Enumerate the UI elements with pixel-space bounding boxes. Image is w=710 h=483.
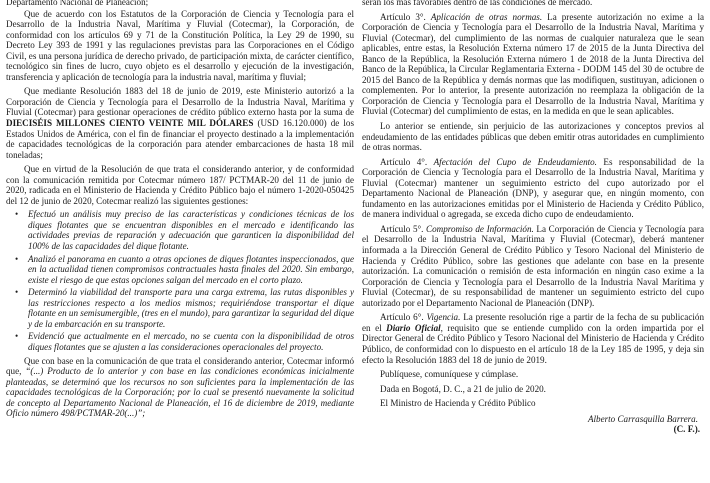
articulo-6-title: Vigencia. [426, 312, 461, 323]
list-item [15, 287, 354, 329]
gestiones-list [6, 209, 354, 352]
list-item [15, 253, 354, 286]
list-item-text: Analizó el panorama en cuanto a otras opciones de diques flotantes inspeccionados, que en la actualidad tienen compromisos contractuales hasta finales del 2020. Sin embargo, existe el riesgo de que estas opciones salgan del mercado en el corto plazo. [28, 253, 354, 285]
articulo-5 [362, 224, 704, 308]
considerando-resolucion-1883-post: (USD 16.120.000) de los Estados Unidos de América, con el fin de financiar el proyecto destinado a la implementación de capacidades tecnológicas de la corporación para atender embarcaciones de hasta 18 mil toneladas; [6, 118, 354, 160]
ministro-line: El Ministro de Hacienda y Crédito Público [380, 398, 536, 409]
dada-line: Dada en Bogotá, D. C., a 21 de julio de 2020. [380, 383, 546, 394]
cf-mark: (C. F.). [673, 424, 700, 435]
articulo-6 [362, 312, 704, 365]
articulo-3 [362, 12, 704, 117]
right-column [362, 0, 704, 435]
considerando-comunicacion-pre: Que con base en la comunicación de que trata el considerando anterior, Cotecmar informó que, [6, 355, 354, 377]
considerando-resolucion-1883 [6, 86, 354, 160]
articulo-6-label: Artículo 6°. [380, 312, 424, 323]
articulo-5-title: Compromiso de Información. [426, 223, 534, 234]
bullet-icon: • [15, 253, 19, 264]
considerando-estatutos: Que de acuerdo con los Estatutos de la Corporación de Ciencia y Tecnología para el Desarrollo de la Industria Naval, Marítima y Fluvial (Cotecmar), la Corporación, de conformidad con los artículos 69 y 71 de la Constitución Política, la Ley 29 de 1990, su Decreto Ley 393 de 1991 y las regulaciones previstas para las Corporaciones en el Código Civil, es una persona jurídica de derecho privado, de participación mixta, de carácter científico, tecnológico sin fines de lucro, cuyo objeto es el desarrollo y ejecución de la investigación, transferencia y aplicación de tecnología para la industria naval, marítima y fluvial; [6, 8, 354, 82]
articulo-4 [362, 157, 704, 220]
header-cut-line-right: serán los más favorables dentro de las condiciones de mercado. [362, 0, 593, 7]
list-item-text: Efectuó un análisis muy preciso de las características y condiciones técnicas de los diques flotantes que se encuentran disponibles en el mercado e identificando las actividades previas de reparación y adecuación que garanticen la disponibilidad del 100% de las capacidades del dique flotante. [28, 209, 354, 252]
articulo-3-title: Aplicación de otras normas. [430, 11, 543, 22]
list-item [15, 209, 354, 252]
parrafo-perjuicio: Lo anterior se entiende, sin perjuicio de las autorizaciones y conceptos previos al endeudamiento de las entidades públicas que deben emitir otras autoridades en cumplimiento de otras normas. [362, 121, 704, 153]
list-item-text: Determinó la viabilidad del transporte para una carga extrema, las rutas disponibles y las restricciones respecto a los medios mismos; requiriéndose transportar el dique flotante en un semisumergible, (tres en el mundo), para garantizar la seguridad del dique y de la embarcación en su transporte. [28, 287, 354, 329]
articulo-5-label: Artículo 5°. [380, 223, 424, 234]
list-item [15, 331, 354, 352]
articulo-3-label: Artículo 3°. [380, 11, 426, 22]
header-cut-line: Departamento Nacional de Planeación; [6, 0, 149, 7]
bullet-icon: • [15, 209, 19, 220]
left-column [6, 0, 354, 419]
articulo-4-title: Afectación del Cupo de Endeudamiento. [433, 156, 597, 167]
articulo-6-body-1: La presente resolución rige a partir de la fecha de su publicación en el [362, 312, 704, 333]
diario-oficial: Diario Oficial [386, 322, 441, 333]
bullet-icon: • [15, 287, 19, 298]
articulo-4-body: Es responsabilidad de la Corporación de Ciencia y Tecnología para el Desarrollo de la Industria Naval, Marítima y Fluvial (Cotecmar) mantener un seguimiento estricto del cupo autorizado por el Departamento Nacional de Planeación (DNP), y asegurar que, en ningún momento, con fundamento en las autorizaciones emitidas por el Ministerio de Hacienda y Crédito Público, de manera individual o agregada, se exceda dicho cupo de endeudamiento. [362, 156, 704, 220]
articulo-5-body: La Corporación de Ciencia y Tecnología para el Desarrollo de la Industria Naval, Marítima y Fluvial (Cotecmar), deberá mantener informada a la Dirección General de Crédito Público y Tesoro Nacional del Ministerio de Hacienda y Crédito Público, sobre las gestiones que adelante con base en la presente autorización. La comunicación o remisión de esta información en ningún caso exime a la Corporación de Ciencia y Tecnología para el Desarrollo de la Industria Naval Marítima y Fluvial (Cotecmar), de su responsabilidad de mantener un seguimiento estricto del cupo autorizado por el Departamento Nacional de Planeación (DNP). [362, 223, 704, 308]
considerando-gestiones: Que en virtud de la Resolución de que trata el considerando anterior, y de conformidad con la comunicación remitida por Cotecmar número 187/ PCTMAR-20 del 11 de junio de 2020, radicada en el Ministerio de Hacienda y Crédito Público bajo el número 1-2020-050425 del 12 de junio de 2020, Cotecmar realizó las siguientes gestiones: [6, 164, 354, 206]
considerando-resolucion-1883-pre: Que mediante Resolución 1883 del 18 de junio de 2019, este Ministerio autorizó a la Corporación de Ciencia y Tecnología para el Desarrollo de la Industria Naval, Marítima y Fluvial (Cotecmar) para gestionar operaciones de crédito público externo hasta por la suma de [6, 86, 354, 118]
articulo-6-body-2: , requisito que se entiende cumplido con la orden impartida por el Director General de Crédito Público y Tesoro Nacional del Ministerio de Hacienda y Crédito Público, de conformidad con lo dispuesto en el artículo 18 de la Ley 185 de 1995, y deja sin efecto la Resolución 1883 del 18 de junio de 2019. [362, 322, 704, 365]
signature-name: Alberto Carrasquilla Barrera. [587, 413, 698, 424]
considerando-comunicacion [6, 356, 354, 419]
monto-autorizado: DIECISÉIS MILLONES CIENTO VEINTE MIL DÓLARES [6, 118, 254, 129]
publiquese-line: Publíquese, comuníquese y cúmplase. [380, 369, 519, 380]
cita-cotecmar: “(...) Producto de lo anterior y con base en las condiciones económicas inicialmente planteadas, se determinó que los recursos no son suficientes para la implementación de las capacidades tecnológicas de la Corporación; por lo cual se presentó nuevamente la solicitud de concepto al Departamento Nacional de Planeación, el 16 de diciembre de 2019, mediante Oficio número 498/PCTMAR-20(...)”; [6, 366, 354, 419]
articulo-3-body: La presente autorización no exime a la Corporación de Ciencia y Tecnología para el Desarrollo de la Industria Naval, Marítima y Fluvial (Cotecmar), del cumplimiento de las normas de cualquier naturaleza que le sean aplicables, entre estas, la Resolución Externa número 17 de 2015 de la Junta Directiva del Banco de la República, la Resolución Externa número 1 de 2018 de la Junta Directiva del Banco de la República, la Circular Reglamentaria Externa - DODM 145 del 30 de octubre de 2015 del Banco de la República y demás normas que las modifiquen, sustituyan, adicionen o complementen. Por lo anterior, la presente autorización no reemplaza la obligación de la Corporación de Ciencia y Tecnología para el Desarrollo de la Industria Naval, Marítima y Fluvial (Cotecmar) del cumplimiento de estas, en la medida en que le sean aplicables. [362, 11, 705, 117]
list-item-text: Evidenció que actualmente en el mercado, no se cuenta con la disponibilidad de otros diques flotantes que se ajusten a las consideraciones operacionales del proyecto. [28, 331, 354, 352]
articulo-4-label: Artículo 4°. [380, 156, 428, 167]
bullet-icon: • [15, 331, 19, 342]
